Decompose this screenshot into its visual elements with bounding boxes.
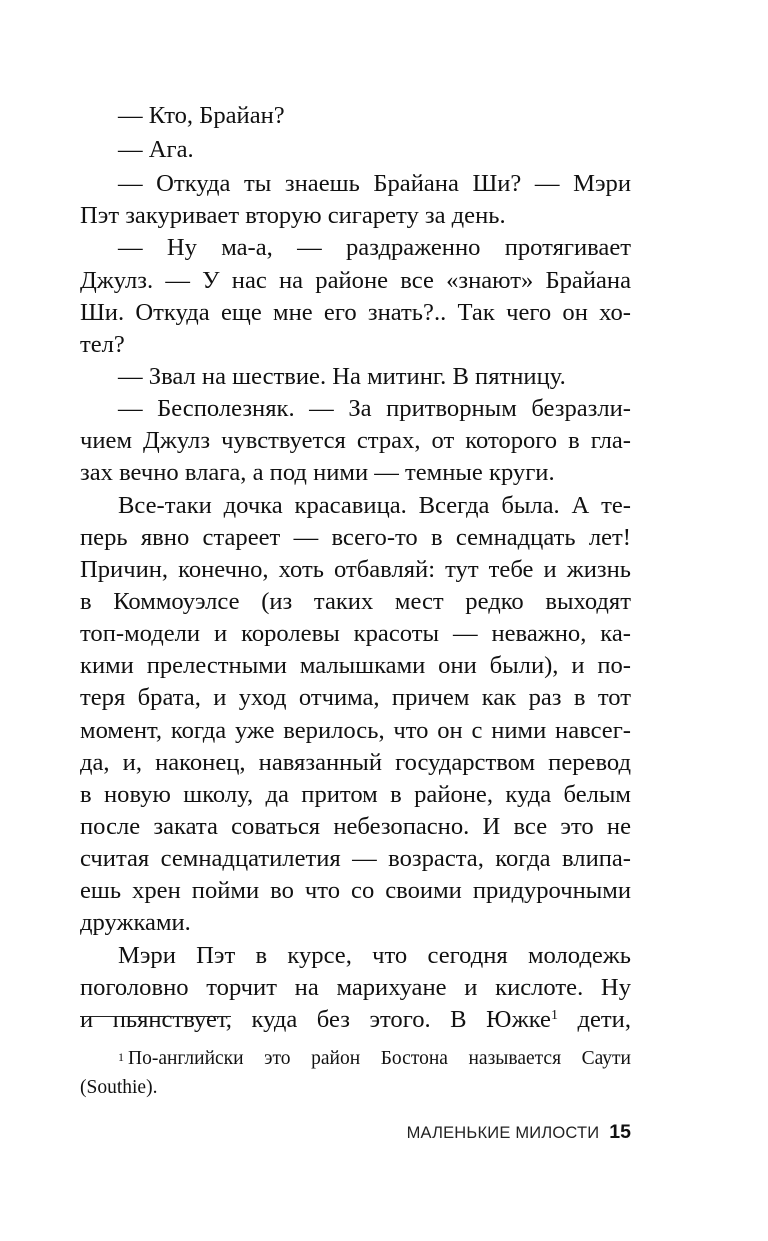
text-line: дружками. bbox=[80, 909, 191, 936]
text-line: Пэт закуривает вторую сигарету за день. bbox=[80, 202, 506, 229]
text-line: Все-таки дочка красавица. Всегда была. А те- bbox=[118, 492, 631, 519]
text-line: теря брата, и уход отчима, причем как раз в тот bbox=[80, 684, 631, 711]
text-line: ешь хрен пойми во что со своими придурочными bbox=[80, 877, 631, 904]
text-line: — Ну ма-а, — раздраженно протягивает bbox=[118, 234, 631, 261]
text-line: Мэри Пэт в курсе, что сегодня молодежь bbox=[118, 942, 631, 969]
text-line: — Откуда ты знаешь Брайана Ши? — Мэри bbox=[118, 170, 631, 197]
text-line: перь явно стареет — всего-то в семнадцать лет! bbox=[80, 524, 631, 551]
footnote-text: По-английски это район Бостона называется Саути bbox=[128, 1048, 631, 1069]
footnote-line: (Southie). bbox=[80, 1077, 158, 1098]
text-line: тел? bbox=[80, 331, 125, 358]
text-line: в Коммоуэлсе (из таких мест редко выходят bbox=[80, 588, 631, 615]
text-line: момент, когда уже верилось, что он с ними навсег- bbox=[80, 717, 631, 744]
text-line bbox=[80, 1004, 631, 1036]
text-line: после заката соваться небезопасно. И все это не bbox=[80, 813, 631, 840]
text-line: Джулз. — У нас на районе все «знают» Брайана bbox=[80, 267, 631, 294]
text-line: в новую школу, да притом в районе, куда белым bbox=[80, 781, 631, 808]
text-line: — Звал на шествие. На митинг. В пятницу. bbox=[118, 363, 566, 390]
text-line: да, и, наконец, навязанный государством перевод bbox=[80, 749, 631, 776]
text-line: — Кто, Брайан? bbox=[118, 102, 285, 129]
text-line: — Ага. bbox=[118, 136, 194, 163]
text-line: зах вечно влага, а под ними — темные круги. bbox=[80, 459, 555, 486]
page-footer bbox=[407, 1118, 631, 1146]
text-line: — Бесполезняк. — За притворным безразли- bbox=[118, 395, 631, 422]
text-segment: дети, bbox=[577, 1006, 631, 1033]
text-line: считая семнадцатилетия — возраста, когда влипа- bbox=[80, 845, 631, 872]
text-segment: и пьянствует, куда без этого. В Южке bbox=[80, 1006, 551, 1033]
text-line: чием Джулз чувствуется страх, от которого в гла- bbox=[80, 427, 631, 454]
text-line: поголовно торчит на марихуане и кислоте. Ну bbox=[80, 974, 631, 1001]
footnote-divider bbox=[80, 1016, 231, 1017]
running-title: МАЛЕНЬКИЕ МИЛОСТИ bbox=[406, 1124, 600, 1142]
text-line: топ-модели и королевы красоты — неважно, ка- bbox=[80, 620, 631, 647]
footnote-reference[interactable]: 1 bbox=[550, 1008, 558, 1023]
page-number: 15 bbox=[609, 1121, 631, 1143]
text-line: кими прелестными малышками они были), и по- bbox=[80, 652, 631, 679]
footnote-marker: 1 bbox=[118, 1050, 124, 1064]
text-line: Причин, конечно, хоть отбавляй: тут тебе и жизнь bbox=[80, 556, 631, 583]
text-line: Ши. Откуда еще мне его знать?.. Так чего он хо- bbox=[80, 299, 631, 326]
footnote-line bbox=[118, 1046, 631, 1072]
